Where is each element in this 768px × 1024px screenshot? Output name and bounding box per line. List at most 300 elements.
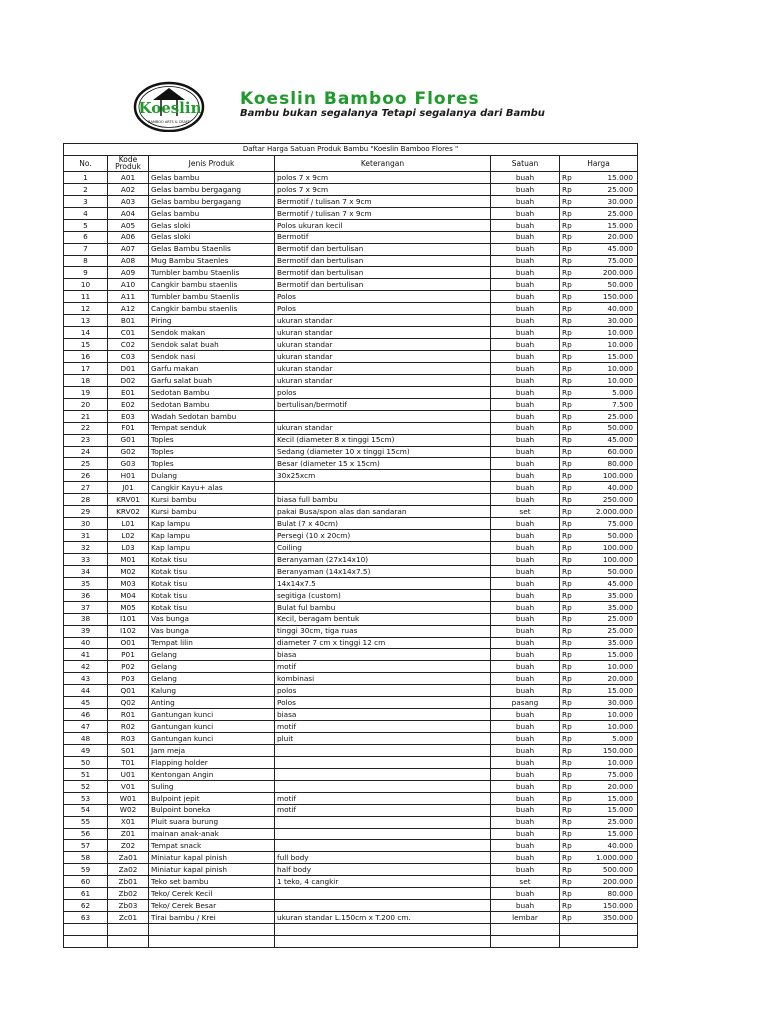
row-no: 27 [64,482,108,494]
row-currency: Rp [560,267,580,279]
row-satuan: buah [491,709,560,721]
row-satuan: buah [491,864,560,876]
row-currency: Rp [560,255,580,267]
row-harga: 25.000 [580,625,638,637]
row-keterangan: ukuran standar [275,362,491,374]
row-jenis: Flapping holder [149,756,275,768]
row-jenis: Dulang [149,470,275,482]
row-jenis: Kotak tisu [149,565,275,577]
row-currency: Rp [560,888,580,900]
row-currency: Rp [560,876,580,888]
row-harga: 75.000 [580,518,638,530]
row-currency: Rp [560,470,580,482]
row-no: 16 [64,351,108,363]
row-keterangan: Polos ukuran kecil [275,219,491,231]
row-keterangan: bertulisan/bermotif [275,398,491,410]
row-no: 62 [64,900,108,912]
row-no: 7 [64,243,108,255]
row-no: 32 [64,542,108,554]
row-jenis: Bulpoint boneka [149,804,275,816]
row-no: 55 [64,816,108,828]
table-row [64,422,638,434]
row-harga: 45.000 [580,243,638,255]
row-harga: 15.000 [580,351,638,363]
row-currency: Rp [560,362,580,374]
row-jenis: Kap lampu [149,518,275,530]
table-row [64,828,638,840]
row-kode: G01 [108,434,149,446]
table-row [64,912,638,924]
row-satuan: buah [491,661,560,673]
row-keterangan [275,768,491,780]
row-kode: KRV02 [108,506,149,518]
row-currency: Rp [560,422,580,434]
row-kode: J01 [108,482,149,494]
row-no: 2 [64,183,108,195]
table-row [64,685,638,697]
svg-text:BAMBOO ARTS & CRAFT: BAMBOO ARTS & CRAFT [148,120,190,124]
svg-text:Koeslin: Koeslin [138,99,202,117]
row-currency: Rp [560,482,580,494]
row-currency: Rp [560,661,580,673]
row-kode: A01 [108,171,149,183]
row-jenis: mainan anak-anak [149,828,275,840]
row-keterangan: ukuran standar [275,315,491,327]
row-no: 13 [64,315,108,327]
row-kode: A09 [108,267,149,279]
table-row [64,231,638,243]
row-currency: Rp [560,637,580,649]
row-jenis: Miniatur kapal pinish [149,864,275,876]
row-jenis: Sendok nasi [149,351,275,363]
row-currency: Rp [560,291,580,303]
row-satuan: buah [491,494,560,506]
row-satuan: buah [491,339,560,351]
row-keterangan: Beranyaman (14x14x7.5) [275,565,491,577]
row-jenis: Cangkir bambu staenlis [149,279,275,291]
table-row [64,243,638,255]
row-harga: 45.000 [580,577,638,589]
row-kode: Z01 [108,828,149,840]
row-currency: Rp [560,697,580,709]
row-currency: Rp [560,279,580,291]
row-kode: V01 [108,780,149,792]
row-satuan: buah [491,792,560,804]
row-kode: A07 [108,243,149,255]
brand-tagline: Bambu bukan segalanya Tetapi segalanya dari Bambu [240,108,545,119]
table-row [64,398,638,410]
table-body [64,171,638,947]
row-kode: I101 [108,613,149,625]
row-satuan: buah [491,577,560,589]
row-keterangan: polos [275,386,491,398]
row-kode: A02 [108,183,149,195]
table-row [64,195,638,207]
table-row [64,530,638,542]
row-keterangan: diameter 7 cm x tinggi 12 cm [275,637,491,649]
row-satuan: buah [491,291,560,303]
row-keterangan: Bermotif dan bertulisan [275,243,491,255]
row-jenis: Wadah Sedotan bambu [149,410,275,422]
row-harga: 20.000 [580,673,638,685]
table-row [64,577,638,589]
row-jenis: Gantungan kunci [149,733,275,745]
row-kode: S01 [108,744,149,756]
row-keterangan: motif [275,804,491,816]
row-currency: Rp [560,828,580,840]
row-no: 63 [64,912,108,924]
row-jenis: Cangkir bambu staenlis [149,303,275,315]
row-no: 43 [64,673,108,685]
row-satuan: buah [491,315,560,327]
row-satuan: buah [491,470,560,482]
row-kode: W01 [108,792,149,804]
row-kode: L02 [108,530,149,542]
row-no: 51 [64,768,108,780]
row-currency: Rp [560,565,580,577]
table-row [64,816,638,828]
row-no: 22 [64,422,108,434]
table-row [64,661,638,673]
empty-cell [580,935,638,947]
row-jenis: Gelas bambu [149,171,275,183]
table-row [64,267,638,279]
table-row [64,864,638,876]
row-kode: Za01 [108,852,149,864]
table-row [64,219,638,231]
row-jenis: Gelas Bambu Staenlis [149,243,275,255]
row-kode: Zb03 [108,900,149,912]
row-no: 41 [64,649,108,661]
row-kode: L03 [108,542,149,554]
table-row [64,386,638,398]
empty-cell [491,924,560,936]
row-currency: Rp [560,351,580,363]
row-jenis: Tempat lilin [149,637,275,649]
table-row [64,446,638,458]
row-currency: Rp [560,912,580,924]
row-harga: 35.000 [580,589,638,601]
row-currency: Rp [560,303,580,315]
row-satuan: buah [491,458,560,470]
row-satuan: buah [491,625,560,637]
row-kode: R01 [108,709,149,721]
row-satuan: buah [491,756,560,768]
row-currency: Rp [560,756,580,768]
row-no: 31 [64,530,108,542]
row-harga: 10.000 [580,661,638,673]
row-harga: 50.000 [580,565,638,577]
empty-cell [491,935,560,947]
row-harga: 25.000 [580,410,638,422]
row-no: 35 [64,577,108,589]
row-currency: Rp [560,183,580,195]
row-no: 15 [64,339,108,351]
row-satuan: buah [491,374,560,386]
row-kode: F01 [108,422,149,434]
empty-cell [108,935,149,947]
row-no: 26 [64,470,108,482]
table-row [64,792,638,804]
row-harga: 5.000 [580,733,638,745]
row-jenis: Kalung [149,685,275,697]
row-currency: Rp [560,434,580,446]
row-kode: P03 [108,673,149,685]
row-currency: Rp [560,398,580,410]
row-harga: 10.000 [580,756,638,768]
row-kode: D02 [108,374,149,386]
row-currency: Rp [560,816,580,828]
row-harga: 35.000 [580,637,638,649]
row-satuan: buah [491,601,560,613]
row-keterangan: Bermotif dan bertulisan [275,279,491,291]
row-satuan: buah [491,327,560,339]
row-satuan: buah [491,518,560,530]
row-no: 4 [64,207,108,219]
row-jenis: Sendok makan [149,327,275,339]
row-currency: Rp [560,315,580,327]
row-kode: X01 [108,816,149,828]
empty-cell [275,935,491,947]
empty-cell [560,924,580,936]
row-harga: 10.000 [580,709,638,721]
row-currency: Rp [560,625,580,637]
row-satuan: buah [491,219,560,231]
table-row [64,255,638,267]
row-jenis: Garfu salat buah [149,374,275,386]
row-satuan: buah [491,840,560,852]
row-keterangan: Bermotif dan bertulisan [275,255,491,267]
row-jenis: Toples [149,434,275,446]
row-keterangan: 14x14x7.5 [275,577,491,589]
row-no: 14 [64,327,108,339]
row-satuan: buah [491,446,560,458]
row-satuan: buah [491,351,560,363]
row-currency: Rp [560,601,580,613]
row-no: 50 [64,756,108,768]
table-row [64,506,638,518]
empty-cell [275,924,491,936]
row-jenis: Bulpoint jepit [149,792,275,804]
row-no: 54 [64,804,108,816]
row-harga: 80.000 [580,888,638,900]
row-keterangan: segitiga (custom) [275,589,491,601]
row-harga: 15.000 [580,171,638,183]
row-jenis: Gelas bambu bergagang [149,195,275,207]
row-keterangan: Bulat ful bambu [275,601,491,613]
row-jenis: Sendok salat buah [149,339,275,351]
header-keterangan: Keterangan [275,155,491,171]
row-jenis: Toples [149,446,275,458]
row-harga: 10.000 [580,721,638,733]
row-currency: Rp [560,685,580,697]
empty-cell [64,924,108,936]
row-currency: Rp [560,744,580,756]
row-currency: Rp [560,446,580,458]
row-no: 57 [64,840,108,852]
table-row [64,279,638,291]
row-satuan: buah [491,852,560,864]
row-harga: 50.000 [580,422,638,434]
row-harga: 75.000 [580,255,638,267]
row-kode: KRV01 [108,494,149,506]
row-jenis: Gantungan kunci [149,709,275,721]
row-kode: G02 [108,446,149,458]
row-no: 45 [64,697,108,709]
row-harga: 2.000.000 [580,506,638,518]
row-satuan: buah [491,721,560,733]
row-kode: M02 [108,565,149,577]
row-harga: 200.000 [580,876,638,888]
row-keterangan: biasa [275,649,491,661]
row-currency: Rp [560,792,580,804]
row-keterangan: Bermotif / tulisan 7 x 9cm [275,207,491,219]
header-satuan: Satuan [491,155,560,171]
row-kode: B01 [108,315,149,327]
row-harga: 100.000 [580,553,638,565]
table-row [64,733,638,745]
row-kode: A05 [108,219,149,231]
row-satuan: buah [491,267,560,279]
row-kode: C03 [108,351,149,363]
row-no: 30 [64,518,108,530]
row-jenis: Mug Bambu Staenles [149,255,275,267]
row-jenis: Teko set bambu [149,876,275,888]
row-kode: A06 [108,231,149,243]
row-kode: Za02 [108,864,149,876]
row-harga: 15.000 [580,649,638,661]
row-keterangan: half body [275,864,491,876]
row-currency: Rp [560,780,580,792]
row-jenis: Gelang [149,661,275,673]
row-keterangan: full body [275,852,491,864]
row-jenis: Tumbler bambu Staenlis [149,291,275,303]
row-no: 39 [64,625,108,637]
header-harga: Harga [560,155,638,171]
row-currency: Rp [560,171,580,183]
row-harga: 15.000 [580,828,638,840]
row-harga: 500.000 [580,864,638,876]
row-kode: G03 [108,458,149,470]
row-currency: Rp [560,327,580,339]
row-satuan: buah [491,613,560,625]
table-row [64,183,638,195]
row-kode: E02 [108,398,149,410]
row-jenis: Garfu makan [149,362,275,374]
row-harga: 10.000 [580,339,638,351]
row-harga: 25.000 [580,816,638,828]
header-kode: Kode Produk [108,155,149,171]
empty-row [64,935,638,947]
row-jenis: Tempat senduk [149,422,275,434]
row-currency: Rp [560,386,580,398]
row-no: 18 [64,374,108,386]
row-satuan: set [491,876,560,888]
row-harga: 20.000 [580,231,638,243]
row-satuan: buah [491,768,560,780]
row-no: 25 [64,458,108,470]
row-jenis: Gelas bambu [149,207,275,219]
empty-cell [580,924,638,936]
row-satuan: buah [491,362,560,374]
row-keterangan: ukuran standar [275,351,491,363]
row-satuan: buah [491,398,560,410]
table-row [64,589,638,601]
row-satuan: buah [491,422,560,434]
row-currency: Rp [560,613,580,625]
row-kode: A11 [108,291,149,303]
table-row [64,649,638,661]
row-keterangan [275,756,491,768]
row-no: 29 [64,506,108,518]
row-jenis: Sedotan Bambu [149,386,275,398]
table-row [64,625,638,637]
row-no: 59 [64,864,108,876]
row-no: 37 [64,601,108,613]
row-harga: 10.000 [580,374,638,386]
table-caption: Daftar Harga Satuan Produk Bambu "Koeslin Bamboo Flores " [64,144,638,156]
row-kode: M05 [108,601,149,613]
row-satuan: buah [491,888,560,900]
row-harga: 10.000 [580,362,638,374]
table-row [64,709,638,721]
row-currency: Rp [560,506,580,518]
row-keterangan: pluit [275,733,491,745]
row-currency: Rp [560,219,580,231]
empty-cell [149,935,275,947]
row-keterangan [275,780,491,792]
row-satuan: buah [491,649,560,661]
empty-cell [560,935,580,947]
row-no: 47 [64,721,108,733]
row-no: 19 [64,386,108,398]
row-jenis: Teko/ Cerek Besar [149,900,275,912]
row-no: 6 [64,231,108,243]
table-row [64,673,638,685]
row-harga: 30.000 [580,697,638,709]
row-harga: 100.000 [580,542,638,554]
row-currency: Rp [560,553,580,565]
row-no: 28 [64,494,108,506]
table-row [64,458,638,470]
row-currency: Rp [560,900,580,912]
row-keterangan: Bermotif / tulisan 7 x 9cm [275,195,491,207]
row-kode: A10 [108,279,149,291]
row-jenis: Teko/ Cerek Kecil [149,888,275,900]
table-row [64,410,638,422]
row-keterangan: 1 teko, 4 cangkir [275,876,491,888]
row-jenis: Vas bunga [149,625,275,637]
row-satuan: buah [491,195,560,207]
row-no: 11 [64,291,108,303]
row-no: 36 [64,589,108,601]
table-row [64,362,638,374]
row-harga: 25.000 [580,183,638,195]
row-harga: 50.000 [580,530,638,542]
row-satuan: buah [491,816,560,828]
row-keterangan: Besar (diameter 15 x 15cm) [275,458,491,470]
row-keterangan [275,840,491,852]
row-keterangan: tinggi 30cm, tiga ruas [275,625,491,637]
row-jenis: Gantungan kunci [149,721,275,733]
row-no: 38 [64,613,108,625]
table-row [64,339,638,351]
row-kode: R02 [108,721,149,733]
row-currency: Rp [560,530,580,542]
row-satuan: buah [491,482,560,494]
row-jenis: Tirai bambu / Krei [149,912,275,924]
row-jenis: Gelas sloki [149,231,275,243]
